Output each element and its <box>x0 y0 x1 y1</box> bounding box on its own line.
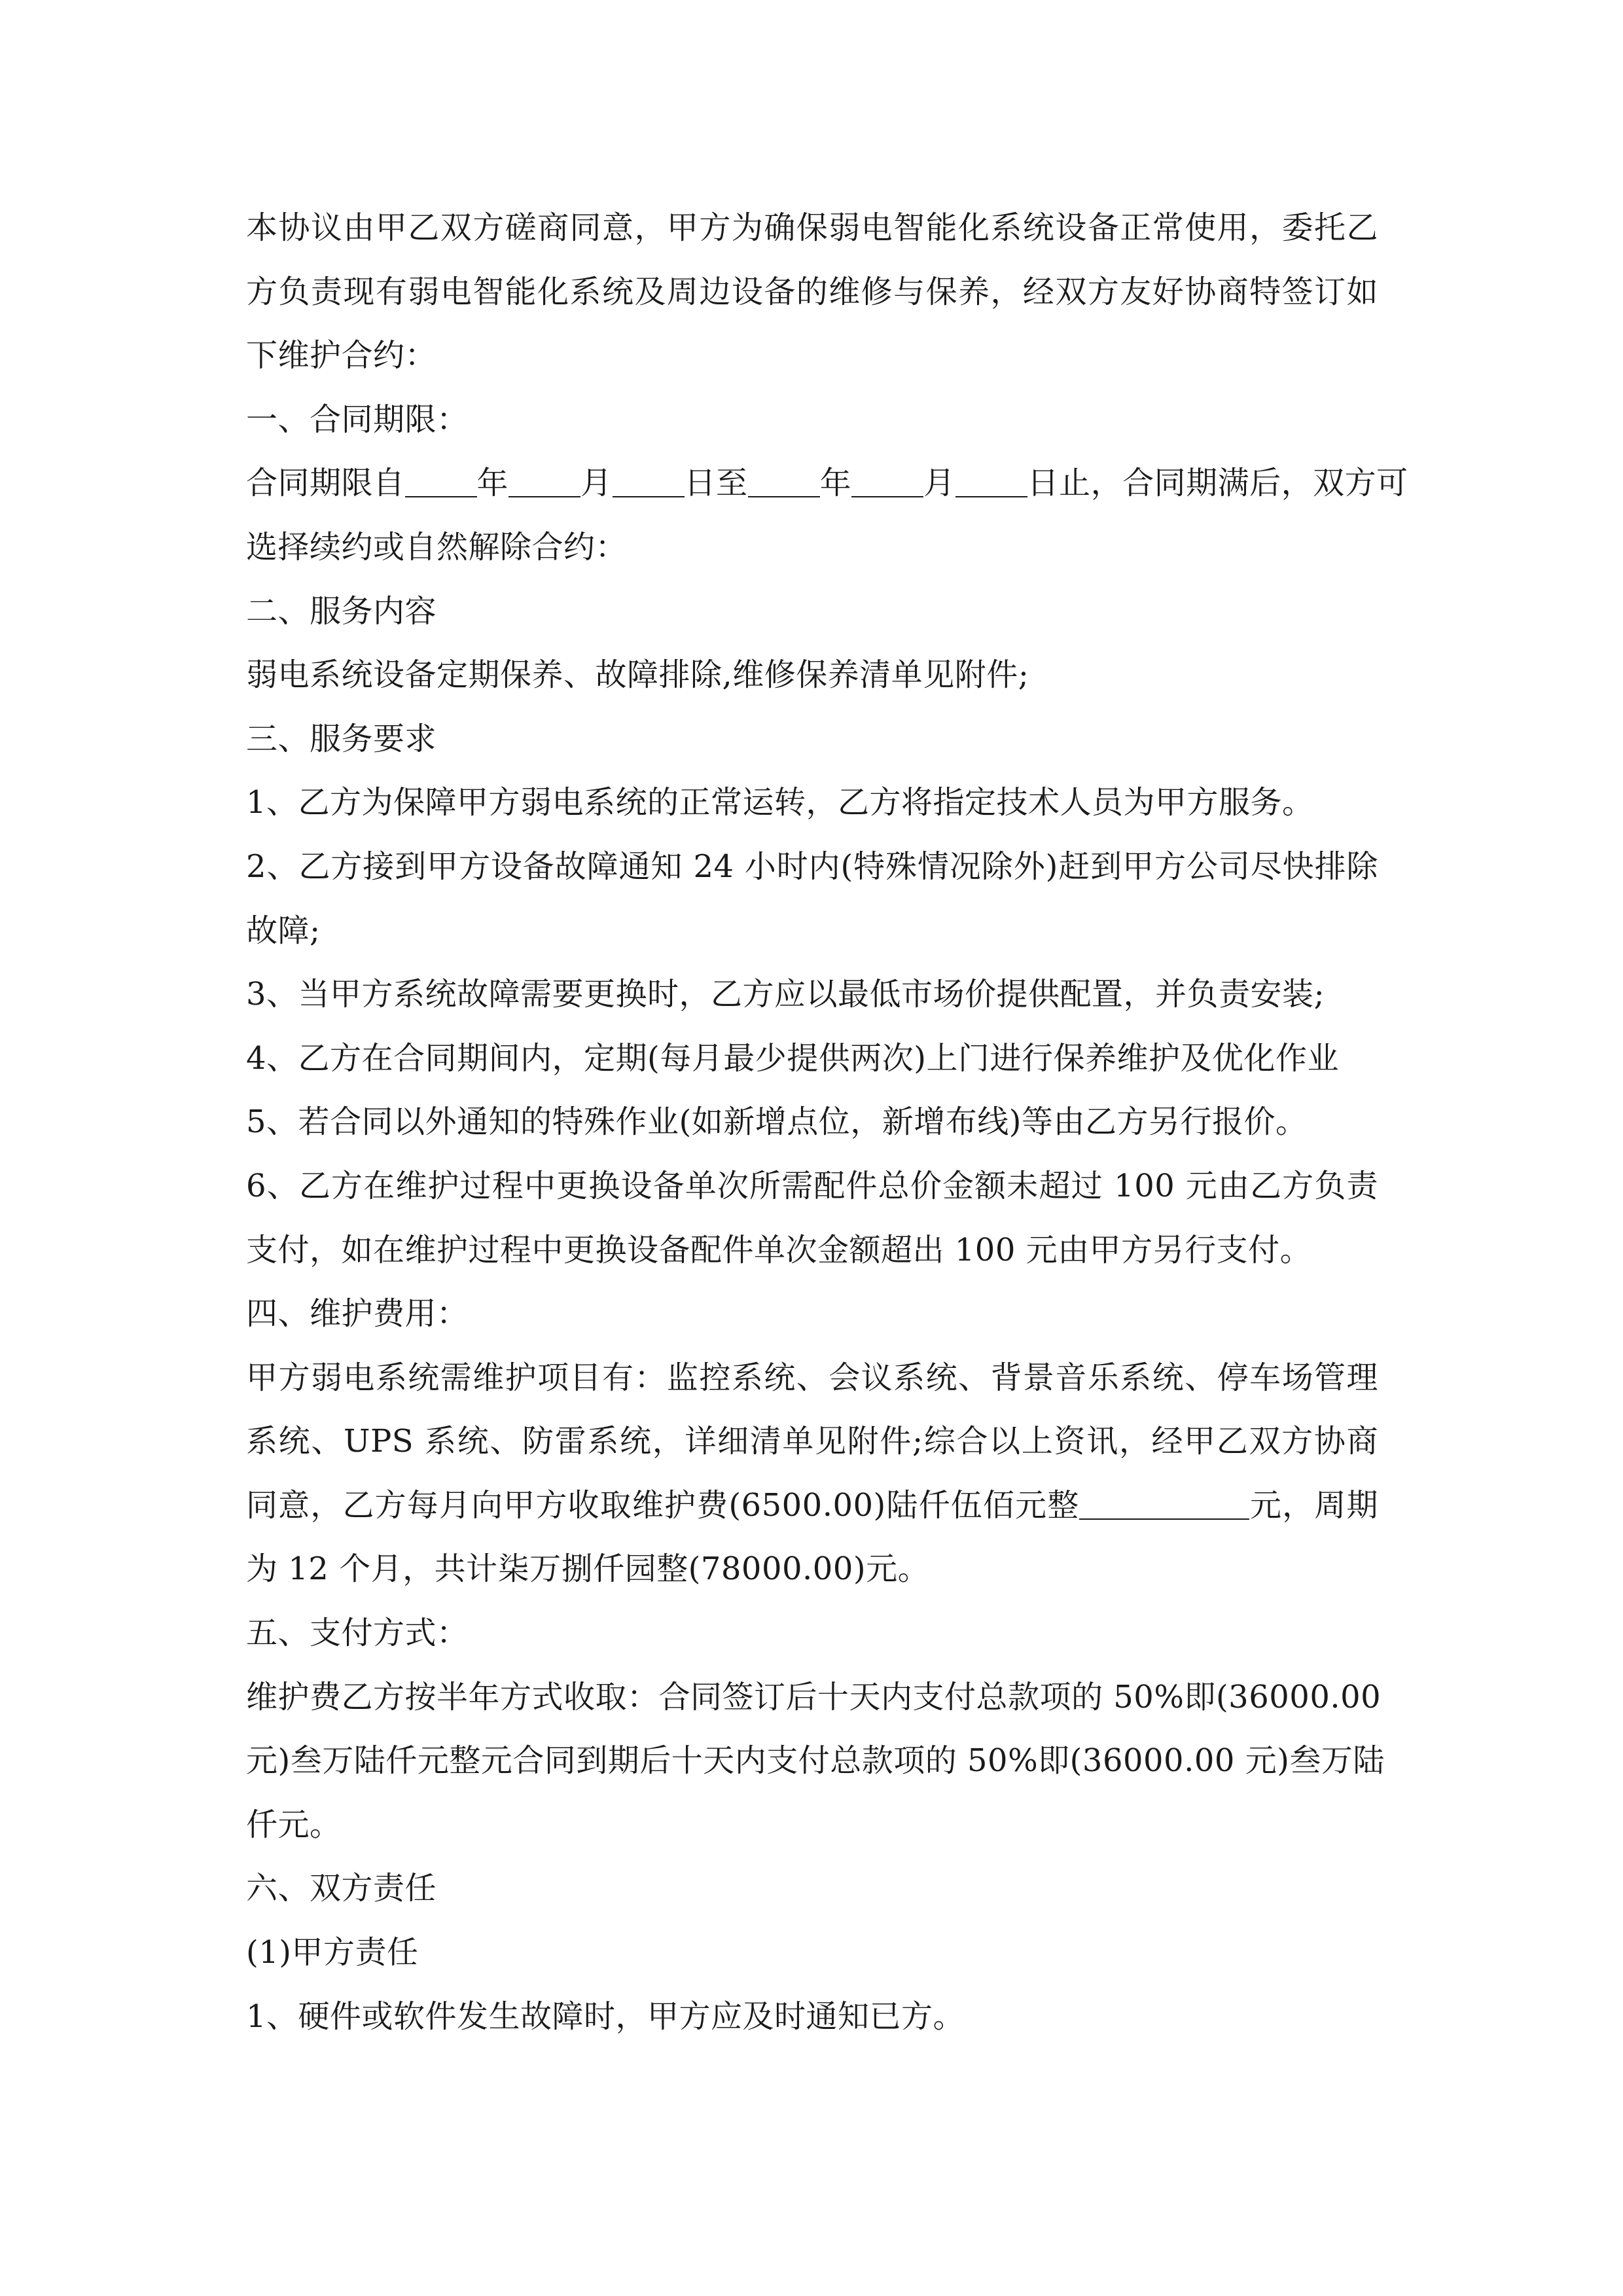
payment-line-3: 仟元。 <box>246 1806 342 1843</box>
start-month-blank <box>508 470 580 497</box>
year-label: 年 <box>476 465 509 502</box>
section-heading-service-content: 二、服务内容 <box>246 592 437 630</box>
end-year-blank <box>748 470 820 497</box>
fee-line-3 <box>246 1474 1378 1538</box>
requirement-item-5: 5、若合同以外通知的特殊作业(如新增点位，新增布线)等由乙方另行报价。 <box>246 1103 1308 1141</box>
requirement-item-1: 1、乙方为保障甲方弱电系统的正常运转，乙方将指定技术人员为甲方服务。 <box>246 784 1314 821</box>
section-heading-payment: 五、支付方式： <box>246 1615 469 1652</box>
payment-line-1: 维护费乙方按半年方式收取：合同签订后十天内支付总款项的 50%即(36000.00 <box>246 1678 1382 1715</box>
requirement-item-6-line-1: 6、乙方在维护过程中更换设备单次所需配件总价金额未超过 100 元由乙方负责 <box>246 1167 1378 1204</box>
fee-amount-blank <box>1079 1492 1249 1520</box>
fee-line-2: 系统、UPS 系统、防雷系统，详细清单见附件;综合以上资讯，经甲乙双方协商 <box>246 1423 1378 1460</box>
contract-term-line-2: 选择续约或自然解除合约： <box>246 528 628 565</box>
intro-line-1: 本协议由甲乙双方磋商同意，甲方为确保弱电智能化系统设备正常使用，委托乙 <box>246 209 1378 246</box>
intro-line-3: 下维护合约： <box>246 337 437 374</box>
section-heading-service-requirements: 三、服务要求 <box>246 720 437 757</box>
section-heading-maintenance-fee: 四、维护费用： <box>246 1295 469 1333</box>
start-year-blank <box>405 470 477 497</box>
requirement-item-2-line-1: 2、乙方接到甲方设备故障通知 24 小时内(特殊情况除外)赶到甲方公司尽快排除 <box>246 848 1378 885</box>
contract-term-line <box>246 452 1408 516</box>
section-heading-term: 一、合同期限： <box>246 401 469 438</box>
end-day-blank <box>955 470 1027 497</box>
term-prefix: 合同期限自 <box>246 465 405 502</box>
fee-line-3-suffix: 元，周期 <box>1249 1486 1378 1524</box>
day-end-label: 日止，合同期满后，双方可 <box>1027 465 1408 502</box>
document-body <box>246 196 1408 2049</box>
requirement-item-6-line-2: 支付，如在维护过程中更换设备配件单次金额超出 100 元由甲方另行支付。 <box>246 1231 1312 1268</box>
service-content-line: 弱电系统设备定期保养、故障排除,维修保养清单见附件; <box>246 656 1029 694</box>
requirement-item-2-line-2: 故障; <box>246 912 321 949</box>
party-a-responsibility-heading: (1)甲方责任 <box>246 1934 419 1971</box>
requirement-item-3: 3、当甲方系统故障需要更换时，乙方应以最低市场价提供配置，并负责安装; <box>246 976 1325 1013</box>
month-label: 月 <box>580 465 613 502</box>
day-to-label: 日至 <box>684 465 748 502</box>
section-heading-responsibilities: 六、双方责任 <box>246 1870 437 1907</box>
party-a-responsibility-item-1: 1、硬件或软件发生故障时，甲方应及时通知已方。 <box>246 1998 965 2035</box>
fee-line-3-prefix: 同意，乙方每月向甲方收取维护费(6500.00)陆仟伍佰元整 <box>246 1486 1080 1524</box>
fee-line-4: 为 12 个月，共计柒万捌仟园整(78000.00)元。 <box>246 1551 930 1588</box>
requirement-item-4: 4、乙方在合同期间内，定期(每月最少提供两次)上门进行保养维护及优化作业 <box>246 1039 1339 1077</box>
intro-line-2: 方负责现有弱电智能化系统及周边设备的维修与保养，经双方友好协商特签订如 <box>246 273 1378 310</box>
payment-line-2: 元)叁万陆仟元整元合同到期后十天内支付总款项的 50%即(36000.00 元)叁万陆 <box>246 1742 1385 1780</box>
end-month-blank <box>851 470 923 497</box>
month-label-2: 月 <box>923 465 955 502</box>
year-label-2: 年 <box>819 465 852 502</box>
start-day-blank <box>613 470 685 497</box>
fee-line-1: 甲方弱电系统需维护项目有：监控系统、会议系统、背景音乐系统、停车场管理 <box>246 1359 1378 1396</box>
